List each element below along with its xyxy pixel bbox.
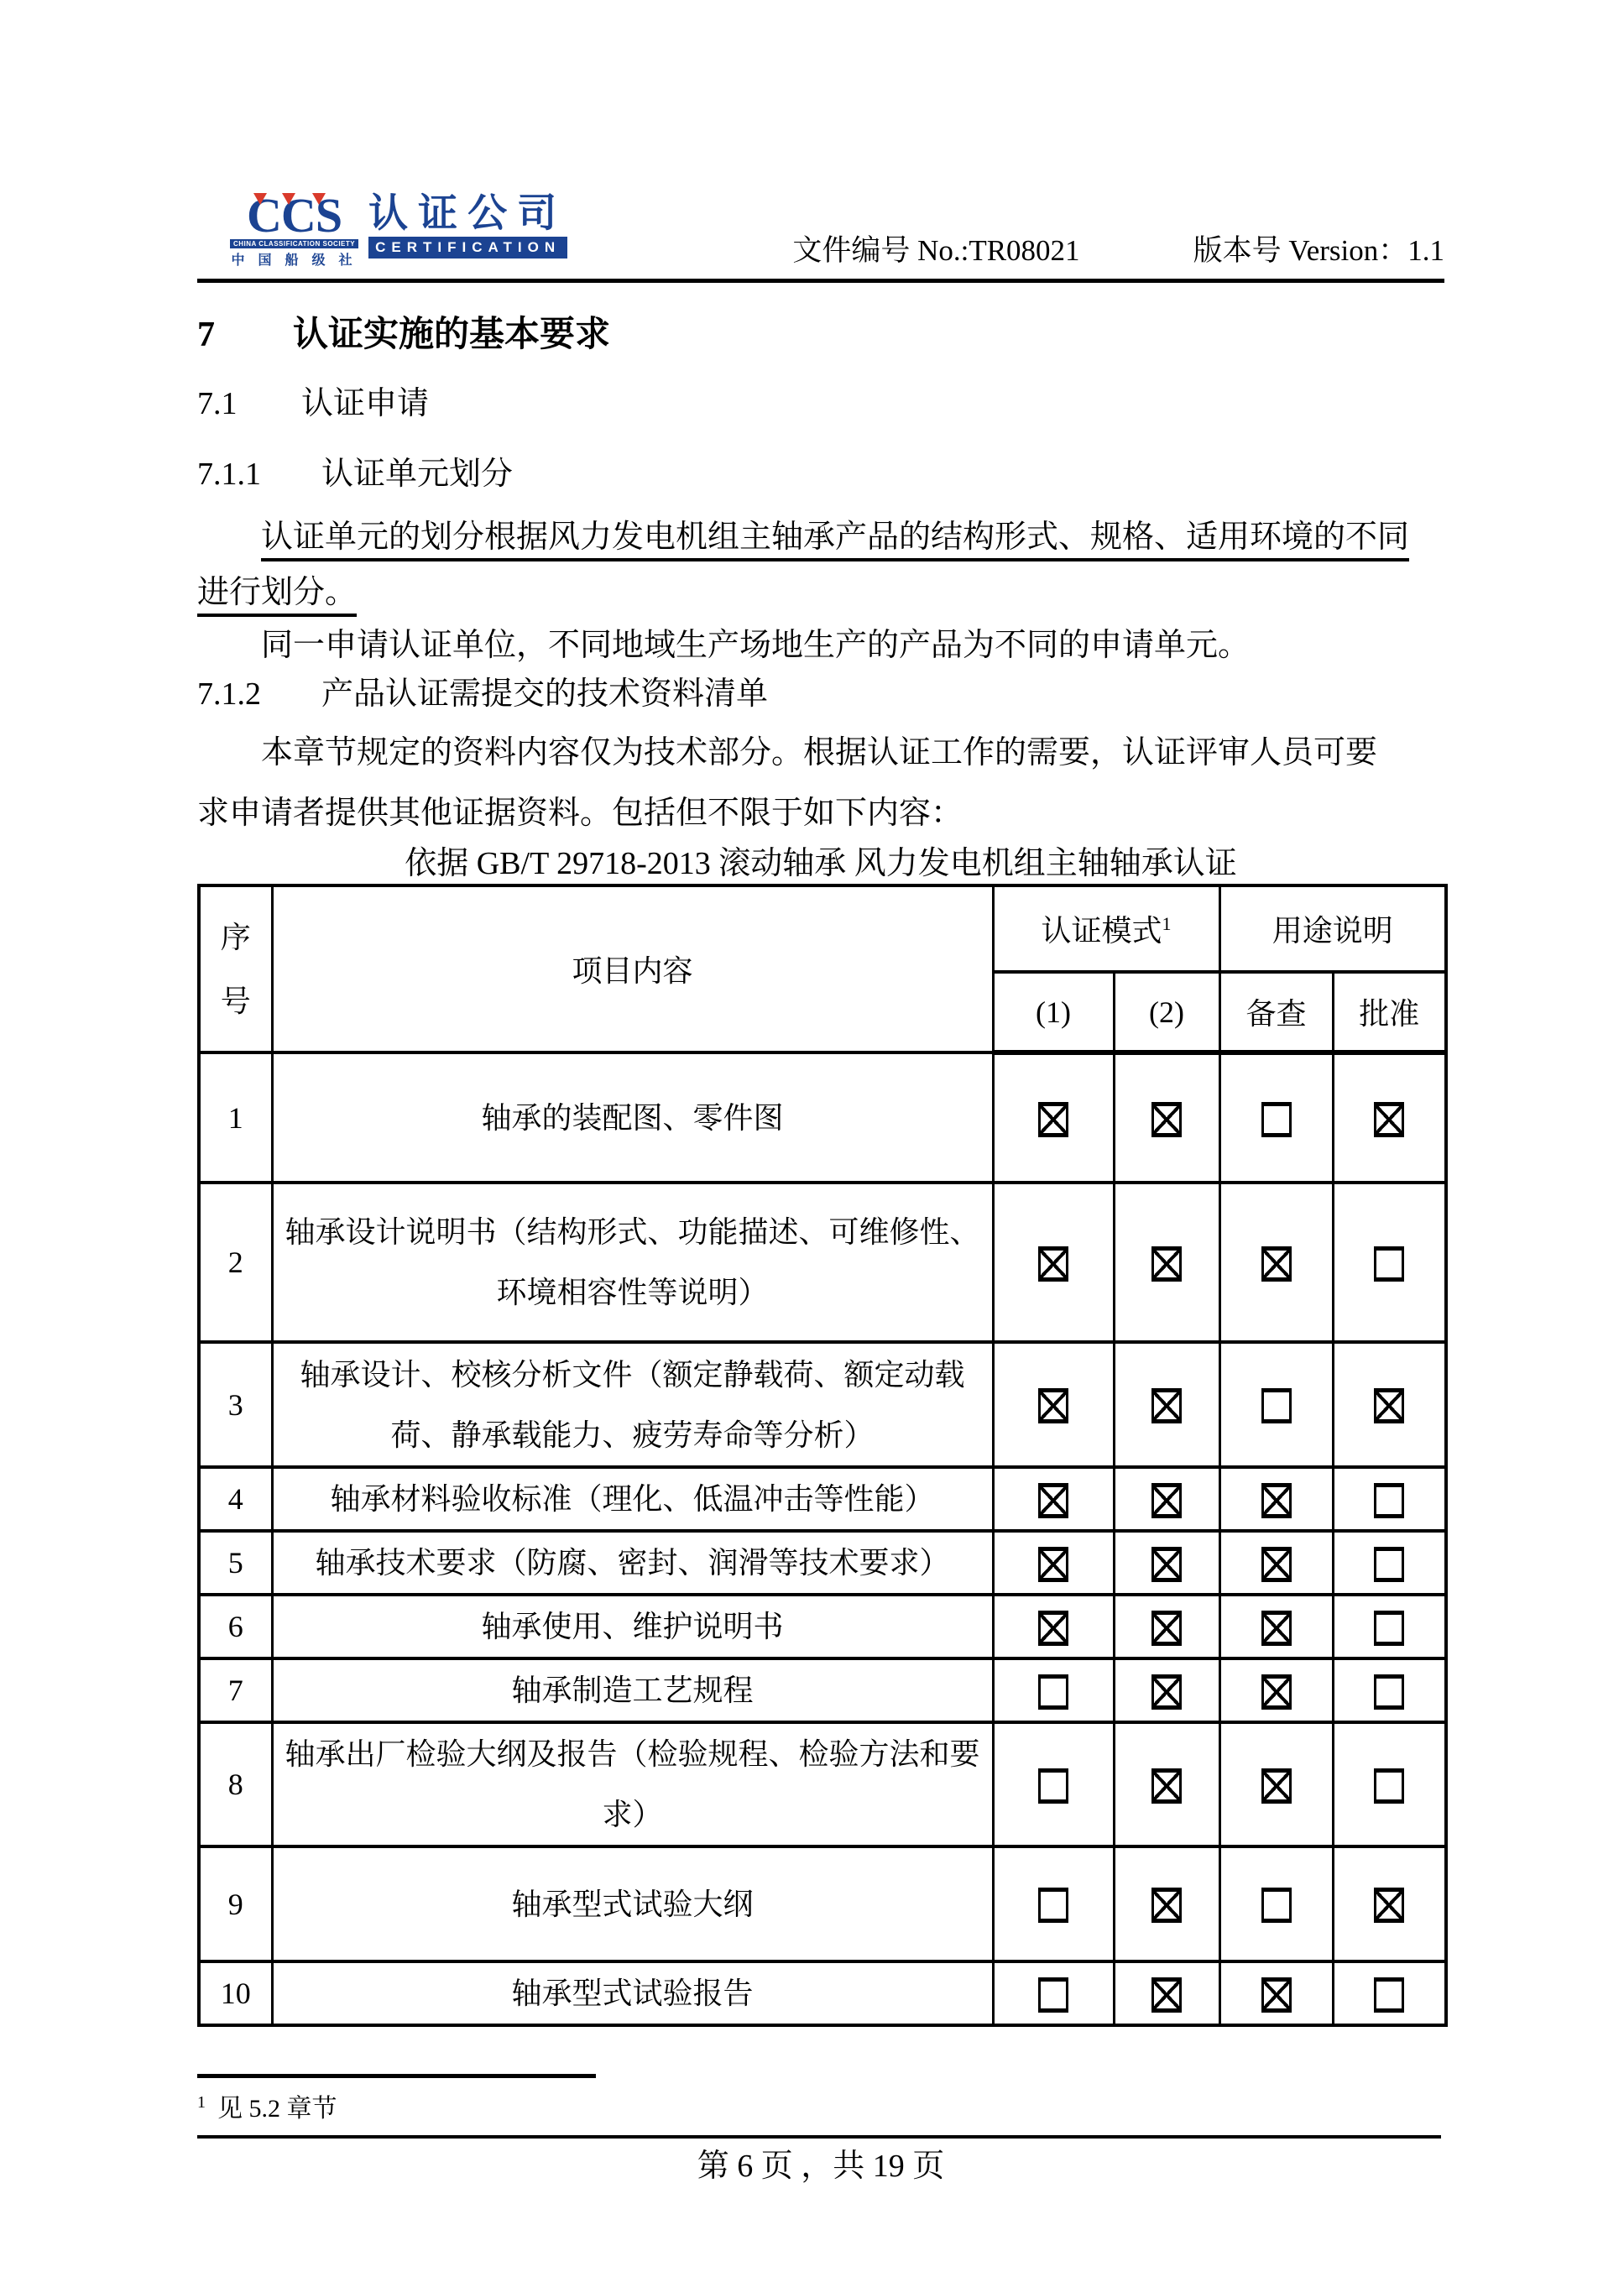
checkbox-cell: [993, 1467, 1114, 1531]
section-title: 认证单元划分: [321, 457, 514, 492]
company-cn-text: 认证公司: [368, 192, 567, 236]
table-row: [199, 1961, 1446, 2025]
checkbox-unchecked: [1038, 1674, 1068, 1710]
row-item: 轴承设计、校核分析文件（额定静载荷、额定动载荷、静承载能力、疲劳寿命等分析）: [272, 1342, 993, 1467]
ccs-red-flag-icon: [282, 193, 295, 205]
checkbox-cell: [993, 1658, 1114, 1722]
table-row: [199, 1183, 1446, 1342]
checkbox-cell: [993, 1342, 1114, 1467]
row-no: 5: [199, 1531, 272, 1595]
checkbox-cell: [1333, 1467, 1446, 1531]
checkbox-checked: [1261, 1977, 1292, 2013]
footnote-text: 见 5.2 章节: [217, 2095, 337, 2123]
checkbox-cell: [1219, 1052, 1333, 1183]
checkbox-cell: [1114, 1722, 1219, 1846]
table-row: [199, 1467, 1446, 1531]
checkbox-checked: [1151, 1888, 1182, 1923]
checkbox-cell: [1333, 1961, 1446, 2025]
section-title: 产品认证需提交的技术资料清单: [321, 676, 769, 712]
checkbox-cell: [1333, 1052, 1446, 1183]
checkbox-cell: [1333, 1846, 1446, 1961]
checkbox-cell: [1114, 1342, 1219, 1467]
ccs-logo: [230, 188, 567, 269]
checkbox-cell: [1114, 1183, 1219, 1342]
checkbox-checked: [1038, 1102, 1068, 1137]
checkbox-cell: [1333, 1183, 1446, 1342]
paragraph-materials-note: [197, 723, 1444, 843]
row-no: 8: [199, 1722, 272, 1846]
society-cn-text: 中 国 船 级 社: [231, 253, 358, 268]
checkbox-cell: [1333, 1342, 1446, 1467]
underlined-text: 进行划分。: [197, 575, 358, 610]
checkbox-checked: [1151, 1547, 1182, 1582]
society-en-bar: CHINA CLASSIFICATION SOCIETY: [230, 239, 358, 248]
table-head-row-groups: [199, 885, 1446, 972]
underlined-text: 认证单元的划分根据风力发电机组主轴承产品的结构形式、规格、适用环境的不同: [261, 520, 1410, 555]
footnote-ref-superscript: 1: [1162, 913, 1172, 934]
checkbox-unchecked: [1374, 1674, 1404, 1710]
table-row: [199, 1052, 1446, 1183]
checkbox-checked: [1151, 1674, 1182, 1710]
row-no: 4: [199, 1467, 272, 1531]
checkbox-cell: [1333, 1595, 1446, 1658]
footer-rule: [197, 2135, 1441, 2139]
row-no: 7: [199, 1658, 272, 1722]
column-group-usage: 用途说明: [1219, 885, 1446, 972]
checkbox-cell: [1114, 1531, 1219, 1595]
table-row: [199, 1342, 1446, 1467]
doc-number: 文件编号 No.:TR08021: [792, 234, 1080, 267]
requirements-table: [197, 884, 1448, 2027]
paragraph-line: 求申请者提供其他证据资料。包括但不限于如下内容：: [197, 796, 963, 831]
section-heading-7-1-1: [197, 457, 1444, 491]
row-item: 轴承型式试验报告: [272, 1961, 993, 2025]
column-header-reference: 备查: [1219, 972, 1333, 1052]
table-title: 依据 GB/T 29718-2013 滚动轴承 风力发电机组主轴轴承认证: [405, 846, 1237, 881]
checkbox-checked: [1151, 1483, 1182, 1518]
row-no: 10: [199, 1961, 272, 2025]
table-row: [199, 1531, 1446, 1595]
checkbox-unchecked: [1374, 1547, 1404, 1582]
checkbox-cell: [1114, 1658, 1219, 1722]
row-no: 1: [199, 1052, 272, 1183]
checkbox-checked: [1151, 1246, 1182, 1282]
checkbox-checked: [1261, 1547, 1292, 1582]
row-item: 轴承制造工艺规程: [272, 1658, 993, 1722]
checkbox-checked: [1038, 1547, 1068, 1582]
page-number: 第 6 页 ，共 19 页: [697, 2149, 945, 2184]
checkbox-unchecked: [1374, 1246, 1404, 1282]
checkbox-cell: [1333, 1722, 1446, 1846]
checkbox-unchecked: [1261, 1388, 1292, 1423]
section-number: 7.1.2: [197, 676, 261, 712]
checkbox-cell: [1219, 1467, 1333, 1531]
checkbox-cell: [993, 1531, 1114, 1595]
checkbox-checked: [1374, 1888, 1404, 1923]
checkbox-checked: [1151, 1388, 1182, 1423]
table-row: [199, 1658, 1446, 1722]
table-row: [199, 1722, 1446, 1846]
column-group-cert-mode: [993, 885, 1219, 972]
section-heading-7: [197, 316, 1444, 353]
checkbox-checked: [1374, 1102, 1404, 1137]
checkbox-cell: [1114, 1961, 1219, 2025]
checkbox-cell: [1219, 1183, 1333, 1342]
row-item: 轴承材料验收标准（理化、低温冲击等性能）: [272, 1467, 993, 1531]
checkbox-checked: [1038, 1483, 1068, 1518]
checkbox-checked: [1261, 1768, 1292, 1804]
page-header: [197, 188, 1444, 283]
checkbox-cell: [1114, 1846, 1219, 1961]
row-item: 轴承的装配图、零件图: [272, 1052, 993, 1183]
row-item: 轴承使用、维护说明书: [272, 1595, 993, 1658]
paragraph-line: 本章节规定的资料内容仅为技术部分。根据认证工作的需要，认证评审人员可要: [261, 735, 1378, 770]
checkbox-unchecked: [1038, 1768, 1068, 1804]
checkbox-unchecked: [1374, 1768, 1404, 1804]
checkbox-unchecked: [1261, 1888, 1292, 1923]
checkbox-checked: [1151, 1768, 1182, 1804]
certification-bar: CERTIFICATION: [368, 237, 567, 259]
checkbox-unchecked: [1038, 1977, 1068, 2013]
column-header-no-text: 序号: [220, 920, 251, 1018]
column-header-mode-1: (1): [993, 972, 1114, 1052]
row-no: 9: [199, 1846, 272, 1961]
checkbox-cell: [1219, 1531, 1333, 1595]
checkbox-cell: [1333, 1658, 1446, 1722]
table-row: [199, 1595, 1446, 1658]
cert-mode-text: 认证模式: [1041, 914, 1162, 948]
ccs-logo-wordmark: [368, 192, 567, 259]
section-title: 认证申请: [301, 386, 430, 421]
ccs-letters: [247, 188, 342, 243]
checkbox-unchecked: [1261, 1102, 1292, 1137]
section-heading-7-1-2: [197, 677, 1444, 711]
checkbox-cell: [993, 1846, 1114, 1961]
paragraph-same-applicant: 同一申请认证单位，不同地域生产场地生产的产品为不同的申请单元。: [261, 628, 1251, 663]
checkbox-cell: [993, 1052, 1114, 1183]
column-header-no: [199, 885, 272, 1052]
row-item: 轴承设计说明书（结构形式、功能描述、可维修性、环境相容性等说明）: [272, 1183, 993, 1342]
table-head: [199, 885, 1446, 1052]
section-number: 7.1: [197, 386, 238, 421]
column-header-approval: 批准: [1333, 972, 1446, 1052]
checkbox-checked: [1151, 1977, 1182, 2013]
section-number: 7: [197, 316, 215, 354]
checkbox-checked: [1261, 1611, 1292, 1646]
footnote-separator: [197, 2074, 596, 2078]
column-header-mode-2: (2): [1114, 972, 1219, 1052]
row-item: 轴承型式试验大纲: [272, 1846, 993, 1961]
checkbox-cell: [993, 1595, 1114, 1658]
row-no: 3: [199, 1342, 272, 1467]
footnote-number: 1: [197, 2093, 206, 2112]
checkbox-checked: [1038, 1246, 1068, 1282]
checkbox-cell: [1114, 1595, 1219, 1658]
doc-info: [792, 235, 1444, 269]
column-header-item: 项目内容: [272, 885, 993, 1052]
ccs-red-flag-icon: [253, 193, 267, 205]
row-no: 2: [199, 1183, 272, 1342]
checkbox-cell: [1219, 1722, 1333, 1846]
table-body: [199, 1052, 1446, 2025]
ccs-red-flag-icon: [312, 193, 326, 205]
checkbox-unchecked: [1038, 1888, 1068, 1923]
footnote: [197, 2088, 1444, 2123]
table-row: [199, 1846, 1446, 1961]
checkbox-unchecked: [1374, 1977, 1404, 2013]
checkbox-unchecked: [1374, 1611, 1404, 1646]
ccs-letters-text: CCS: [247, 188, 342, 243]
row-no: 6: [199, 1595, 272, 1658]
checkbox-checked: [1151, 1611, 1182, 1646]
checkbox-checked: [1261, 1674, 1292, 1710]
doc-version: 版本号 Version：1.1: [1193, 234, 1444, 267]
section-heading-7-1: [197, 387, 1444, 420]
row-item: 轴承技术要求（防腐、密封、润滑等技术要求）: [272, 1531, 993, 1595]
checkbox-cell: [993, 1961, 1114, 2025]
paragraph-unit-division: [197, 509, 1444, 620]
checkbox-cell: [993, 1183, 1114, 1342]
ccs-logo-mark: [230, 188, 358, 269]
section-number: 7.1.1: [197, 457, 261, 492]
checkbox-cell: [1219, 1961, 1333, 2025]
checkbox-cell: [1219, 1846, 1333, 1961]
checkbox-cell: [1114, 1052, 1219, 1183]
checkbox-checked: [1038, 1388, 1068, 1423]
checkbox-checked: [1038, 1611, 1068, 1646]
checkbox-unchecked: [1374, 1483, 1404, 1518]
checkbox-checked: [1261, 1483, 1292, 1518]
checkbox-checked: [1261, 1246, 1292, 1282]
section-title: 认证实施的基本要求: [293, 316, 611, 354]
checkbox-checked: [1374, 1388, 1404, 1423]
checkbox-cell: [993, 1722, 1114, 1846]
checkbox-cell: [1219, 1342, 1333, 1467]
checkbox-cell: [1219, 1595, 1333, 1658]
checkbox-cell: [1114, 1467, 1219, 1531]
checkbox-checked: [1151, 1102, 1182, 1137]
row-item: 轴承出厂检验大纲及报告（检验规程、检验方法和要求）: [272, 1722, 993, 1846]
checkbox-cell: [1333, 1531, 1446, 1595]
checkbox-cell: [1219, 1658, 1333, 1722]
